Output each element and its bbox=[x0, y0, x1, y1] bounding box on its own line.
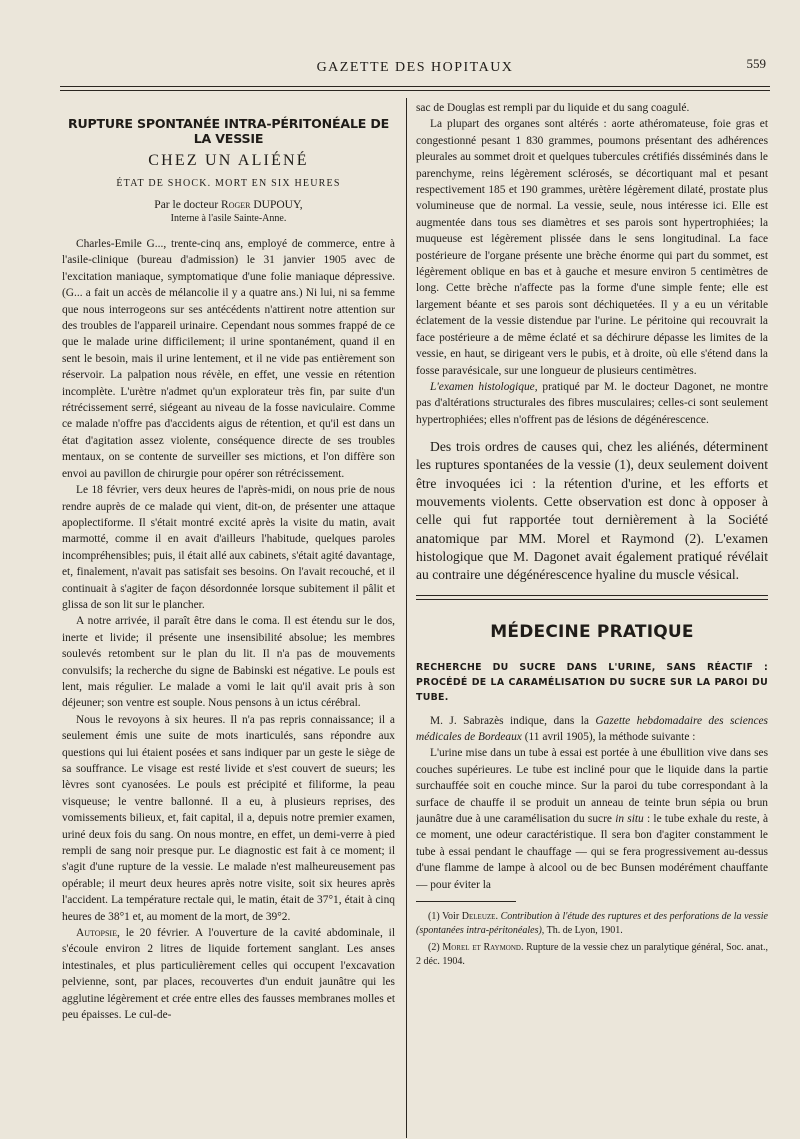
histology-label: L'examen histologique, bbox=[430, 380, 538, 393]
paragraph-sabrazes bbox=[416, 713, 768, 746]
paragraph-history: Charles-Emile G..., trente-cinq ans, employé de commerce, entre à l'asile-clinique (bureau d'admission) le 31 janvier 1905 avec de l'excitation maniaque, symptomatique d'une folie maniaque dépressive. (G... a fait un accès de mélancolie il y a quatre ans.) Ni lui, ni sa femme que nous interrogeons sur ses antécédents n'attirent notre attention sur des troubles de l'appareil urinaire. Cependant nous sommes frappé de ce que le malade urine difficilement; il urine spontanément, quand il en sent le besoin, mais il urine lentement, et il ne vide pas entièrement son réservoir. La palpation nous révèle, en effet, une vessie en rétention incomplète. L'urètre n'admet qu'un explorateur très fin, par suite d'un rétrécissement serré, siégeant au niveau de la fosse naviculaire. Comme ce malade n'offre pas d'accidents aigus de rétention, et qu'il est dans un état d'agitation assez violente, conséquence directe de ses troubles mentaux, on se contente de surveiller ses mictions, et l'on diffère son envoi au pavillon de chirurgie pour opérer son rétrécissement. bbox=[62, 238, 395, 480]
paragraph-organs: La plupart des organes sont altérés : aorte athéromateuse, foie gras et congestionné pesant 1 830 grammes, poumons présentant des adhérences pleurales au sommet droit et quelques tubercules crétifiés disséminés dans le parenchyme, reins légèrement sclérosés, se décortiquant mal et pesant respectivement 185 et 190 grammes, urètère légèrement dilaté, prostate plus volumineuse que de normal. La vessie, seule, nous intéresse ici. Elle est augmentée dans tous ses diamètres et ses parois sont hypertrophiées; la muqueuse est légèrement plissée dans le sens longitudinal. La face postérieure de l'organe présente une brèche énorme qui part du sommet, est légèrement oblique en bas et à gauche et mesure environ 5 centimètres de long. Cette brèche n'affecte pas la forme d'une simple fente; elle est largement béante et ses parois sont déchiquetées. Il y a eu un véritable éclatement de la vessie distendue par l'urine. Le péritoine qui recouvrait la face postérieure a de même éclaté et sa déchirure dépasse les limites de la vessie, en haut, se dirigeant vers le pubis, et à droite, où elle s'étend dans la fosse paravésicale, sur une longueur de plusieurs centimètres. bbox=[416, 118, 768, 377]
article-author bbox=[62, 199, 395, 211]
fn1-title: Contribution à l'étude des ruptures et des perforations de la vessie (spontanées intra-péritonéales), bbox=[416, 910, 768, 936]
paragraph-method bbox=[416, 745, 768, 893]
paragraph-arrival: A notre arrivée, il paraît être dans le coma. Il est étendu sur le dos, inerte et livide; il présente une insensibilité absolue; les membres soulevés retombent sur le plan du lit. Il n'a pas de mouvements convulsifs; la recherche du signe de Babinski est négative. Le pouls est lent, mais régulier. Le malade a vomi le lait qu'il avait pris à son déjeuner; son ventre est souple. Nous pensons à un ictus cérébral. bbox=[62, 615, 395, 710]
autopsy-label: Autopsie, bbox=[76, 927, 120, 940]
fn1-prefix: (1) Voir bbox=[428, 910, 462, 922]
header-rule bbox=[60, 86, 770, 87]
sabrazes-text-b: (11 avril 1905), la méthode suivante : bbox=[521, 730, 696, 743]
section-rule bbox=[416, 595, 768, 596]
author-affiliation: Interne à l'asile Sainte-Anne. bbox=[170, 213, 287, 224]
page-header bbox=[60, 56, 770, 86]
fn2-author: Morel et Raymond. bbox=[442, 941, 524, 953]
page-number: 559 bbox=[746, 56, 766, 71]
fn2-rest: Rupture de la vessie chez un paralytique général, Soc. anat., 2 déc. 1904. bbox=[416, 941, 768, 967]
left-column bbox=[62, 100, 395, 1139]
paragraph-douglas: sac de Douglas est rempli par du liquide et du sang coagulé. bbox=[416, 102, 690, 114]
header-rule-double bbox=[60, 90, 770, 91]
column-divider bbox=[406, 98, 407, 1138]
section-subheading: RECHERCHE DU SUCRE DANS L'URINE, SANS RÉACTIF : PROCÉDÉ DE LA CARAMÉLISATION DU SUCRE SUR LA PAROI DU TUBE. bbox=[416, 661, 768, 703]
author-name: Roger DUPOUY, bbox=[221, 199, 303, 211]
in-situ: in situ bbox=[615, 812, 644, 825]
section-title: MÉDECINE PRATIQUE bbox=[490, 621, 694, 642]
fn1-rest: Th. de Lyon, 1901. bbox=[544, 924, 623, 936]
author-prefix: Par le docteur bbox=[154, 199, 222, 211]
article-state-line: ÉTAT DE SHOCK. MORT EN SIX HEURES bbox=[116, 178, 341, 189]
article-subtitle: CHEZ UN ALIÉNÉ bbox=[148, 152, 309, 169]
footnote-1 bbox=[416, 910, 768, 938]
paragraph-february-18: Le 18 février, vers deux heures de l'après-midi, on nous prie de nous rendre auprès de ce malade qui vient, dit-on, de présenter une attaque apoplectiforme. Il s'était montré excité après la visite du matin, avait marmotté, comme il en avait d'ailleurs l'habitude, quelques paroles incompréhensibles; puis, il était allé aux cabinets, s'était agité davantage, et, finalement, n'avait pas satisfait ses besoins. On l'avait recouché, et il continuait à s'agiter de façon désordonnée lorsque subitement il pâlit et glissa de son lit sur le plancher. bbox=[62, 484, 395, 611]
running-head: GAZETTE DES HOPITAUX bbox=[316, 60, 514, 75]
fn1-author: Deleuze. bbox=[461, 910, 498, 922]
footnote-2 bbox=[416, 941, 768, 969]
paragraph-autopsy bbox=[62, 925, 395, 1023]
article-title: RUPTURE SPONTANÉE INTRA-PÉRITONÉALE DE LA VESSIE bbox=[67, 116, 390, 146]
method-text-b: : le tube exhale du reste, à ce moment, une odeur caractéristique. Il sera bon d'agiter constamment le tube à essai pendant le chauffage — qui se fera progressivement au-dessus d'une flamme de lampe à alcool ou de bec Bunsen modérément chauffante — pour éviter la bbox=[416, 812, 768, 891]
paragraph-histology bbox=[416, 379, 768, 428]
method-text-a: L'urine mise dans un tube à essai est portée à une ébullition vive dans ses couches supérieures. Le tube est incliné pour que le liquide dans la partie surchauffée soit en couche mince. Sur la paroi du tube correspondant à la surface de chauffe il se produit un anneau de teinte brun sépia ou brun jaunâtre due à une caramélisation du sucre bbox=[416, 747, 768, 825]
section-rule-double bbox=[416, 599, 768, 600]
sabrazes-text-a: M. J. Sabrazès indique, dans la bbox=[430, 714, 596, 727]
footnote-rule bbox=[416, 901, 516, 902]
autopsy-text: le 20 février. A l'ouverture de la cavité abdominale, il s'écoule environ 2 litres de liquide fortement sanglant. Les anses intestinales, et plus particulièrement celles qui occupent l'excavation pelvienne, sont, par places, recouvertes d'un enduit jaunâtre qui les agglutine légèrement et crée entre elles des fausses membranes molles et peu épaisses. Le cul-de- bbox=[62, 927, 395, 1022]
right-column bbox=[416, 100, 768, 1139]
fn2-prefix: (2) bbox=[428, 941, 443, 953]
paragraph-conclusion: Des trois ordres de causes qui, chez les aliénés, déterminent les ruptures spontanées de la vessie (1), deux seulement doivent être invoquées ici : la rétention d'urine, et les efforts et mouvements violents. Cette observation est donc à opposer à celle qui fut rapportée tout dernièrement à la Société anatomique par MM. Morel et Raymond (2). L'examen histologique que M. Dagonet avait également pratiqué révélait au contraire une dégénérescence hyaline du muscle vésical. bbox=[416, 439, 768, 583]
histology-text: pratiqué par M. le docteur Dagonet, ne montre pas d'altérations structurales des fibres musculaires; celles-ci sont seulement hypertrophiées; elles n'offrent pas de lésions de dégénérescence. bbox=[416, 380, 768, 426]
paragraph-six-hours: Nous le revoyons à six heures. Il n'a pas repris connaissance; il a seulement émis une suite de mots inarticulés, sans répondre aux questions qui lui étaient posées et sans indiquer par un geste le siège de sa souffrance. Le visage est resté livide et s'est couvert de sueurs; les lèvres sont cyanosées. Le pouls est précipité et filiforme, la peau visqueuse; le ventre ballonné. Il a eu, à plusieurs reprises, des vomissements bilieux, et, fait capital, il a, depuis notre premier examen, uriné deux fois du sang. On nous montre, en effet, un demi-verre à pied rempli de sang noir presque pur. Le diagnostic est fait à ce moment; il s'agit d'une rupture de la vessie. Le malade n'est malheureusement pas opérable; il meurt deux heures après notre visite, soit six heures après l'accident. La température rectale qui, le matin, était de 37°1, était à cinq heures de 38°1 et, au moment de la mort, de 39°2. bbox=[62, 713, 395, 923]
journal-name: Gazette hebdomadaire des sciences médicales de Bordeaux bbox=[416, 714, 768, 743]
